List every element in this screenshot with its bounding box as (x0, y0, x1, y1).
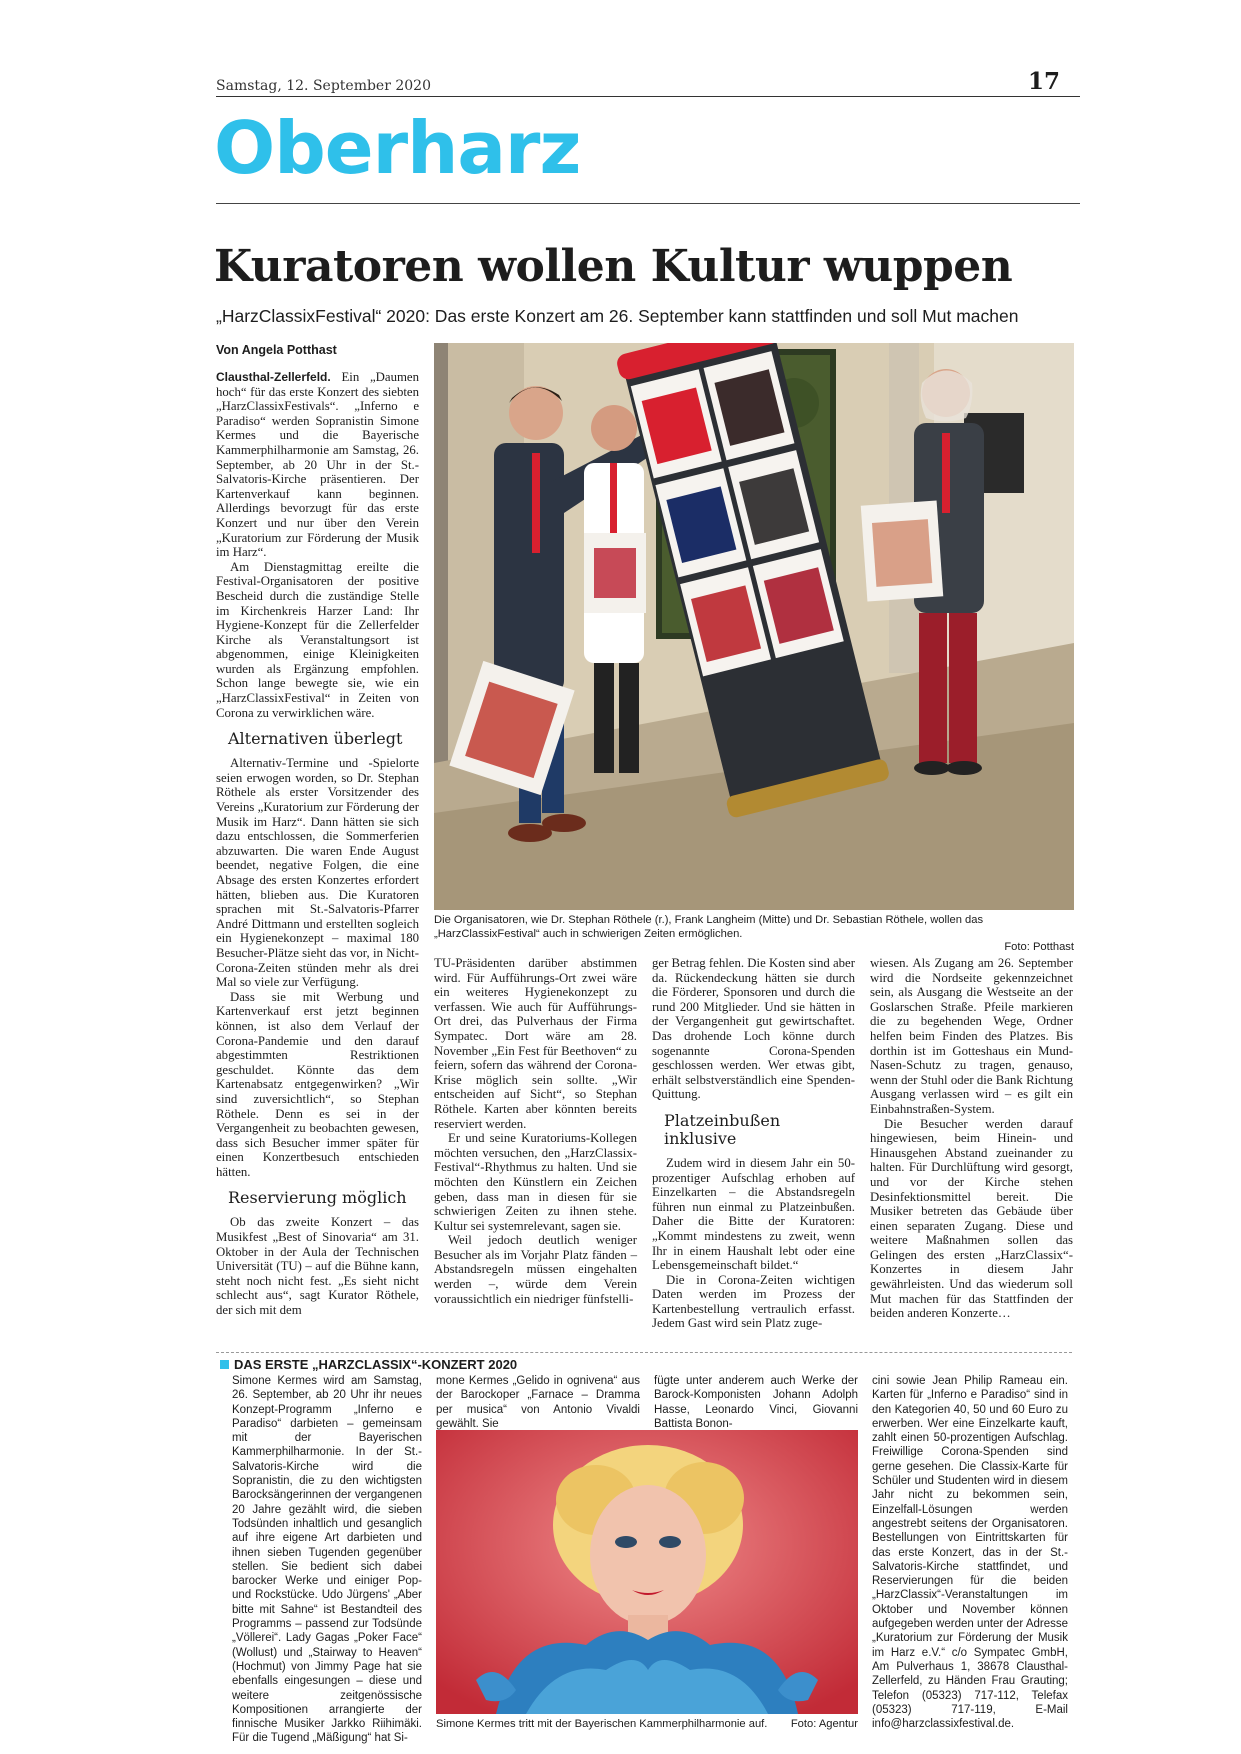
paragraph: mone Kermes „Gelido in ognivena“ aus der Barockoper „Farnace – Dramma per musica“ von Antonio Vivaldi gewählt. Sie (436, 1375, 640, 1430)
singer-photo-credit: Foto: Agentur (790, 1718, 858, 1730)
info-box-marker (220, 1360, 229, 1369)
page-number: 17 (1028, 68, 1061, 95)
section-rule (216, 203, 1080, 204)
issue-date: Samstag, 12. September 2020 (216, 78, 431, 94)
paragraph: Die in Corona-Zeiten wichtigen Daten werden im Prozess der Kartenbestellung vertraulich erfasst. Jedem Gast wird sein Platz zuge- (652, 1272, 855, 1331)
info-box-column-2 (436, 1374, 640, 1431)
paragraph: TU-Präsidenten darüber abstimmen wird. Für Aufführungs-Ort zwei wäre ein weiteres Hygienekonzept zu verfassen. Wie auch für Aufführungs-Ort drei, das Pulverhaus der Firma Sympatec. Dort wäre am 28. November „Ein Fest für Beethoven“ zu feiern, sofern das während der Corona-Krise möglich sein sollte. „Wir entscheiden auf Sicht“, so Stephan Röthele. Karten aber könnten bereits reserviert werden. (434, 956, 637, 1131)
section-title: Oberharz (214, 106, 581, 190)
paragraph: Dass sie mit Werbung und Kartenverkauf erst jetzt beginnen können, ist also dem Verlauf der Corona-Pandemie und den darauf abgestimmten Restriktionen geschuldet. Könnte das dem Kartenabsatz entgegenwirken? „Wir sind zuversichtlich“, so Stephan Röthele. Denn es sei in der Vergangenheit zu beobachten gewesen, dass sich Besucher immer später für einen Konzertbesuch entschieden hätten. (216, 989, 419, 1179)
article-subheadline: „HarzClassixFestival“ 2020: Das erste Konzert am 26. September kann stattfinden und soll Mut machen (216, 306, 1019, 326)
singer-caption-text: Simone Kermes tritt mit der Bayerischen Kammerphilharmonie auf. (436, 1718, 768, 1730)
article-column-4 (870, 956, 1073, 1321)
paragraph: Ein „Daumen hoch“ für das erste Konzert des siebten „HarzClassixFestivals“. „Inferno e Paradiso“ werden Sopranistin Simone Kermes und die Bayerische Kammerphilharmonie am Samstag, 26. September, ab 20 Uhr in der St.-Salvatoris-Kirche präsentieren. Der Kartenverkauf kann beginnen. Allerdings bevorzugt für das erste Konzert und nur über den Verein „Kuratorium zur Förderung der Musik im Harz“. (216, 370, 419, 560)
header-rule (216, 96, 1080, 97)
article-column-3 (652, 956, 855, 1331)
singer-photo-caption (436, 1718, 858, 1732)
paragraph: Die Besucher werden darauf hingewiesen, beim Hinein- und Hinausgehen Abstand zueinander zu halten. Für Durchlüftung wird gesorgt, und vor der Kirche stehen Desinfektionsmittel bereit. Die Musiker betreten das Gebäude über einen separaten Zugang. Diese und weitere Maßnahmen sollen das Gelingen des ersten „HarzClassix“-Konzertes in diesem Jahr gewährleisten. Und das wiederum soll Mut machen für das Stattfinden der beiden anderen Konzerte… (870, 1116, 1073, 1321)
paragraph: fügte unter anderem auch Werke der Barock-Komponisten Johann Adolph Hasse, Leonardo Vinci, Giovanni Battista Bonon- (654, 1375, 858, 1430)
paragraph: Er und seine Kuratoriums-Kollegen möchten versuchen, den „HarzClassix-Festival“-Rhythmus zu halten. Und sie möchten den Künstlern ein Zeichen geben, dass man in diesen für sie schwierigen Zeiten zu ihnen stehe. Kultur sei systemrelevant, sagen sie. (434, 1131, 637, 1233)
dateline: Clausthal-Zellerfeld. (216, 370, 331, 384)
article-headline: Kuratoren wollen Kultur wuppen (214, 241, 1013, 292)
paragraph: Weil jedoch deutlich weniger Besucher als im Vorjahr Platz fänden – Abstandsregeln müssen eingehalten werden –, würde dem Verein voraussichtlich ein niedriger fünfstelli- (434, 1233, 637, 1306)
photo-credit: Foto: Potthast (1004, 941, 1074, 953)
info-box-column-4 (872, 1374, 1068, 1731)
subheading-alternatives: Alternativen überlegt (228, 729, 403, 749)
paragraph: Simone Kermes wird am Samstag, 26. September, ab 20 Uhr ihr neues Konzept-Programm „Inferno e Paradiso“ darbieten – gemeinsam mit der Bayerischen Kammerphilharmonie. In der St.-Salvatoris-Kirche wird die Sopranistin, die zu den wichtigsten Barocksängerinnen der vergangenen 20 Jahre gezählt wird, die sieben Todsünden inhaltlich und gesanglich auf ihre eigene Art darbieten und ihnen sieben Tugenden gegenüber stellen. Sie bedient sich dabei barocker Werke und einiger Pop- und Rockstücke. Udo Jürgens' „Aber bitte mit Sahne“ ist Bestandteil des Programms – passend zur Todsünde „Völlerei“. Lady Gagas „Poker Face“ (Wollust) und „Stairway to Heaven“ (Hochmut) von Jimmy Page hat sie ebenfalls eingesungen – diese und weitere zeitgenössische Kompositionen arrangierte der finnische Musiker Jarkko Riihimäki. Für die Tugend „Mäßigung“ hat Si- (232, 1375, 422, 1745)
info-box-column-3 (654, 1374, 858, 1431)
paragraph: Am Dienstagmittag ereilte die Festival-Organisatoren der positive Bescheid durch die zuständige Stelle im Kirchenkreis Harzer Land: Ihr Hygiene-Konzept für die Zellerfelder Kirche als Veranstaltungsort ist abgenommen, einige Kleinigkeiten wurden als Ergänzung empfohlen. Schon lange bewegte sie, wie ein „HarzClassixFestival“ in Zeiten von Corona zu verwirklichen wäre. (216, 559, 419, 720)
article-byline: Von Angela Potthast (216, 343, 337, 357)
article-column-2 (434, 956, 637, 1306)
paragraph: Alternativ-Termine und -Spielorte seien erwogen worden, so Dr. Stephan Röthele als erster Vorsitzender des Vereins „Kuratorium zur Förderung der Musik im Harz“. Dann hätten sie sich dazu entschlossen, die Sommerferien abzuwarten. Die waren Ende August beendet, negative Folgen, die eine Absage des ersten Konzertes erfordert hätten, blieben aus. Die Kuratoren sprachen mit St.-Salvatoris-Pfarrer André Dittmann und erstellten sogleich ein Hygienekonzept – maximal 180 Besucher-Plätze sieht das vor, in Nicht-Corona-Zeiten stünden mehr als drei Mal so viele zur Verfügung. (216, 756, 419, 990)
paragraph: cini sowie Jean Philip Rameau ein. Karten für „Inferno e Paradiso“ sind in den Kategorien 40, 50 und 60 Euro zu erwerben. Wer eine Einzelkarte kauft, zahlt einen 50-prozentigen Aufschlag. Freiwillige Corona-Spenden sind gerne gesehen. Die Classix-Karte für Schüler und Studenten wird in diesem Jahr nicht zu bekommen sein, Einzelfall-Lösungen werden angestrebt seitens der Organisatoren. Bestellungen von Eintrittskarten für das erste Konzert, das in der St.-Salvatoris-Kirche stattfindet, und Reservierungen für die beiden „HarzClassix“-Veranstaltungen im Oktober und November können aufgegeben werden unter der Adresse „Kuratorium zur Förderung der Musik im Harz e.V.“ c/o Sympatec GmbH, Am Pulverhaus 1, 38678 Clausthal-Zellerfeld, zu Händen Frau Grauting; Telefon (05323) 717-112, Telefax (05323) 717-119, E-Mail info@harzclassixfestival.de. (872, 1375, 1068, 1731)
organizers-photo (434, 343, 1074, 910)
photo-caption-text: Die Organisatoren, wie Dr. Stephan Röthele (r.), Frank Langheim (Mitte) und Dr. Sebastian Röthele, wollen das „HarzClassixFestival“ auch in schwierigen Zeiten ermöglichen. (434, 914, 984, 940)
photo-caption (434, 914, 1074, 955)
paragraph: Zudem wird in diesem Jahr ein 50-prozentiger Aufschlag erhoben auf Einzelkarten – die Abstandsregeln führen nun einmal zu Platzeinbußen. Daher die Bitte der Kuratoren: „Kommt mindestens zu zweit, wenn Ihr in einem Haushalt lebt oder eine Lebensgemeinschaft bildet.“ (652, 1155, 855, 1273)
article-column-1 (216, 370, 419, 1318)
singer-photo (436, 1430, 858, 1714)
paragraph: Ob das zweite Konzert – das Musikfest „Best of Sinovaria“ am 31. Oktober in der Aula der Technischen Universität (TU) – auf die Bühne kann, steht noch nicht fest. „Es sieht nicht schlecht aus“, sagt Kurator Röthele, der sich mit dem (216, 1215, 419, 1318)
subheading-seat-loss: Platzeinbußen inklusive (664, 1110, 781, 1148)
paragraph: wiesen. Als Zugang am 26. September wird die Nordseite gekennzeichnet sein, als Ausgang die Westseite an der Goslarschen Straße. Pfeile markieren die zu begehenden Wege, Ordner helfen beim Finden des Platzes. Bis dorthin ist im Gotteshaus ein Mund-Nasen-Schutz zu tragen, genauso, wenn der Stuhl oder die Bank Richtung Ausgang verlassen wird – es gilt ein Einbahnstraßen-System. (870, 956, 1073, 1116)
paragraph: ger Betrag fehlen. Die Kosten sind aber da. Rückendeckung hätten sie durch die Förderer, Sponsoren und durch die rund 200 Mitglieder. Und sie hätten in der Vergangenheit gut gewirtschaftet. Das drohende Loch könne durch sogenannte Corona-Spenden geschlossen werden. Wer etwas gibt, erhält selbstverständlich eine Spenden-Quittung. (652, 956, 855, 1102)
info-box-title: DAS ERSTE „HARZCLASSIX“-KONZERT 2020 (234, 1357, 518, 1372)
info-box-column-1 (232, 1374, 422, 1746)
subheading-reservation: Reservierung möglich (228, 1188, 407, 1208)
